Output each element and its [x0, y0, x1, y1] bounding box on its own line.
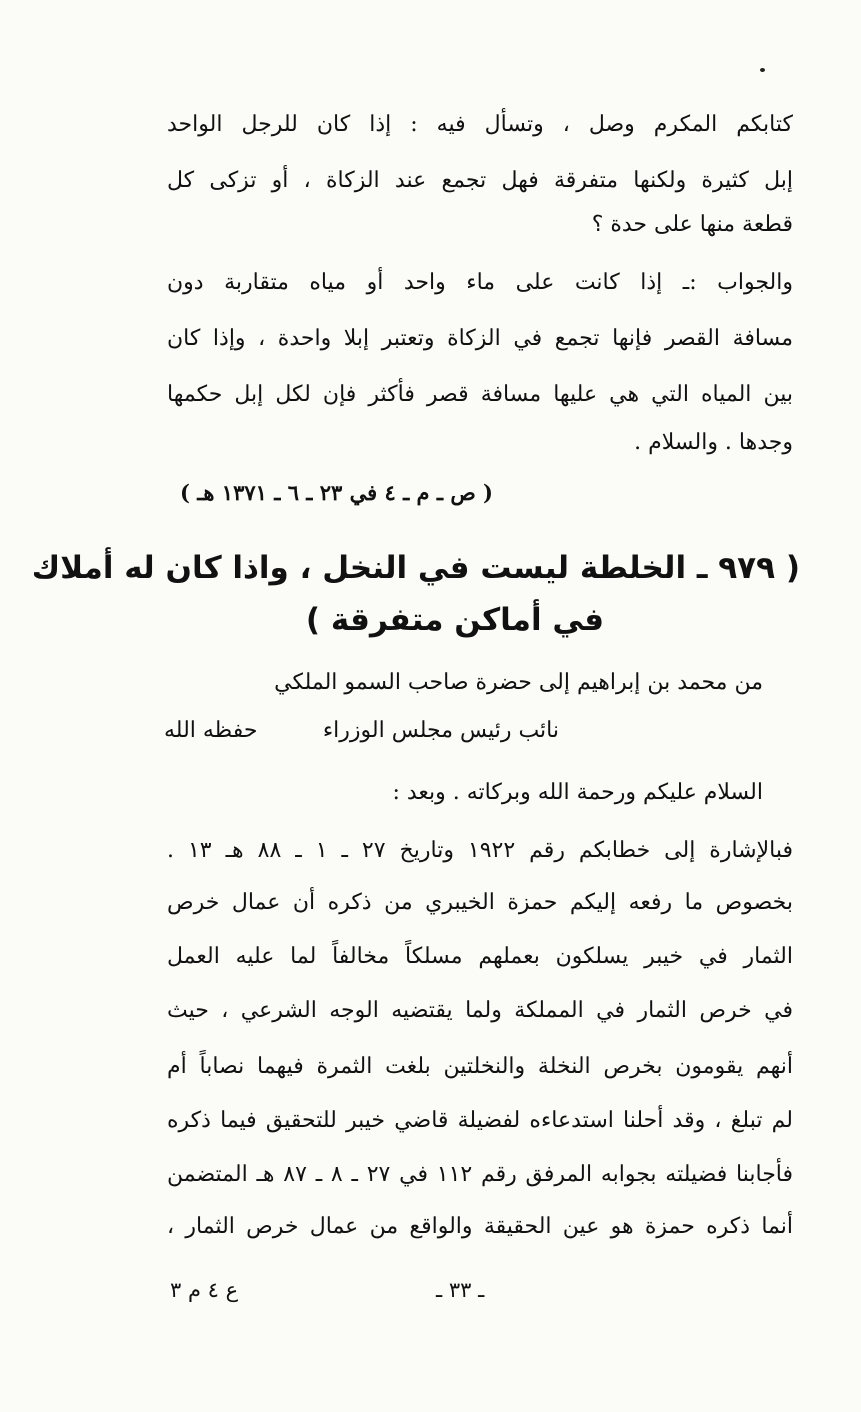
signature-mark: ع ٤ م ٣	[170, 1278, 239, 1302]
recipient-title: نائب رئيس مجلس الوزراء	[322, 718, 559, 743]
reference-note: ( ص ـ م ـ ٤ في ٢٣ ـ ٦ ـ ١٣٧١ هـ )	[180, 480, 493, 505]
section-heading-line-1: ( ٩٧٩ ـ الخلطة ليست في النخل ، واذا كان له أملاك	[31, 550, 800, 586]
greeting: السلام عليكم ورحمة الله وبركاته . وبعد :	[392, 780, 763, 805]
print-speck	[760, 68, 765, 72]
question-line-2: إبل كثيرة ولكنها متفرقة فهل تجمع عند الزكاة ، أو تزكى كل	[167, 168, 793, 193]
answer-line-2: مسافة القصر فإنها تجمع في الزكاة وتعتبر إبلا واحدة ، وإذا كان	[167, 326, 793, 351]
sender-line: من محمد بن إبراهيم إلى حضرة صاحب السمو الملكي	[274, 670, 763, 695]
page-number: ـ ٣٣ ـ	[436, 1278, 485, 1302]
answer-line-3: بين المياه التي هي عليها مسافة قصر فأكثر فإن لكل إبل حكمها	[167, 382, 793, 407]
body-line-7: فأجابنا فضيلته بجوابه المرفق رقم ١١٢ في ٢٧ ـ ٨ ـ ٨٧ هـ المتضمن	[167, 1162, 794, 1187]
question-line-3: قطعة منها على حدة ؟	[591, 212, 793, 237]
body-line-5: أنهم يقومون بخرص النخلة والنخلتين بلغت الثمرة فيهما نصاباً أم	[167, 1054, 793, 1079]
body-line-4: في خرص الثمار في المملكة ولما يقتضيه الوجه الشرعي ، حيث	[167, 998, 793, 1023]
answer-line-1: والجواب :ـ إذا كانت على ماء واحد أو مياه متقاربة دون	[167, 270, 793, 295]
answer-line-4: وجدها . والسلام .	[634, 430, 793, 455]
body-line-8: أنما ذكره حمزة هو عين الحقيقة والواقع من عمال خرص الثمار ،	[167, 1214, 793, 1239]
recipient-blessing: حفظه الله	[164, 718, 258, 743]
question-line-1: كتابكم المكرم وصل ، وتسأل فيه : إذا كان للرجل الواحد	[167, 112, 793, 137]
body-line-2: بخصوص ما رفعه إليكم حمزة الخيبري من ذكره أن عمال خرص	[167, 890, 793, 915]
section-heading-line-2: في أماكن متفرقة )	[305, 602, 605, 638]
body-line-6: لم تبلغ ، وقد أحلنا استدعاءه لفضيلة قاضي خيبر للتحقيق فيما ذكره	[167, 1108, 793, 1133]
body-line-1: فبالإشارة إلى خطابكم رقم ١٩٢٢ وتاريخ ٢٧ ـ ١ ـ ٨٨ هـ ١٣ .	[167, 838, 793, 863]
body-line-3: الثمار في خيبر يسلكون بعملهم مسلكاً مخالفاً لما عليه العمل	[167, 944, 794, 969]
